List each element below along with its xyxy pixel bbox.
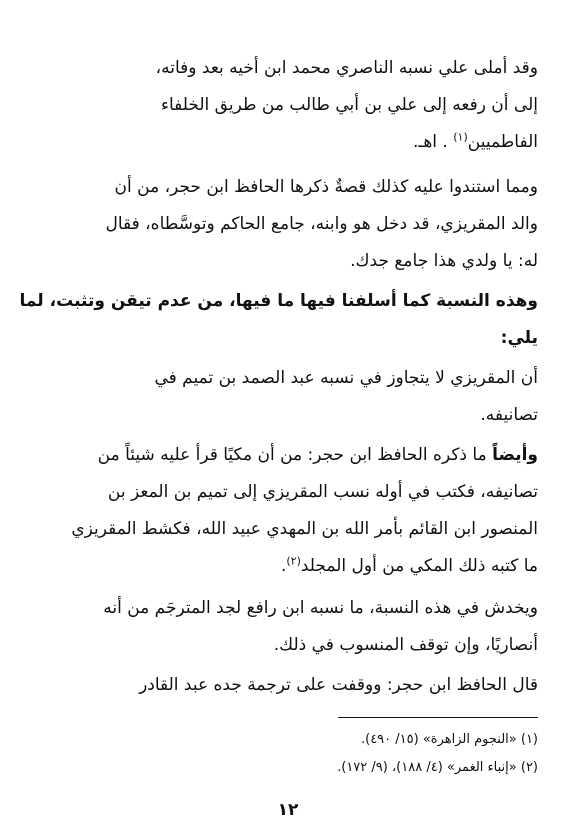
text-line: والد المقريزي، قد دخل هو وابنه، جامع الحاكم وتوسَّطاه، فقال <box>105 214 538 234</box>
text-line: ويخدش في هذه النسبة، ما نسبه ابن رافع لجد المترجَم من أنه <box>103 598 538 618</box>
text-line: يلي: <box>500 328 538 348</box>
footnotes <box>38 726 538 782</box>
footnote-divider <box>338 717 538 718</box>
text-line: إلى أن رفعه إلى علي بن أبي طالب من طريق الخلفاء <box>160 95 538 115</box>
paragraph-hafiz-story <box>38 169 538 280</box>
text-line: أنصاريًا، وإن توقف المنسوب في ذلك. <box>273 635 538 655</box>
text-fragment: ما ذكره الحافظ ابن حجر: من أن مكيًا قرأ عليه شيئاً من <box>97 445 493 465</box>
text-line: تصانيفه. <box>480 405 538 425</box>
text-fragment: ما كتبه ذلك المكي من أول المجلد <box>300 556 538 576</box>
text-line <box>38 124 538 161</box>
text-line: تصانيفه، فكتب في أوله نسب المقريزي إلى تميم بن المعز بن <box>107 482 538 502</box>
text-line <box>38 548 538 585</box>
text-line: المنصور ابن القائم بأمر الله بن المهدي عبيد الله، فكشط المقريزي <box>71 519 538 539</box>
paragraph-point-two <box>38 437 538 585</box>
paragraph-ibn-rafi <box>38 590 538 664</box>
text-line: أن المقريزي لا يتجاوز في نسبه عبد الصمد بن تميم في <box>154 368 538 388</box>
text-line: قال الحافظ ابن حجر: ووقفت على ترجمة جده عبد القادر <box>139 675 538 695</box>
paragraph-lineage-doubt <box>19 283 538 357</box>
text-line: ومما استندوا عليه كذلك قصةٌ ذكرها الحافظ ابن حجر، من أن <box>114 177 538 197</box>
text-fragment: . اهـ. <box>412 132 448 152</box>
text-fragment: الفاطميين <box>467 132 538 152</box>
lead-word: وأيضاً <box>492 445 538 465</box>
text-fragment: . <box>280 556 287 576</box>
paragraph-lineage-dictation <box>38 50 538 161</box>
page-number: ١٢ <box>277 800 299 820</box>
footnote-1: (١) «النجوم الزاهرة» (١٥/ ٤٩٠). <box>360 732 538 747</box>
text-line: وهذه النسبة كما أسلفنا فيها ما فيها، من عدم تيقن وتثبت، لما <box>19 291 538 311</box>
text-line: وقد أملى علي نسبه الناصري محمد ابن أخيه بعد وفاته، <box>155 58 538 78</box>
footnote-2: (٢) «إنباء الغمر» (٤/ ١٨٨)، (٩/ ١٧٢). <box>337 760 538 775</box>
paragraph-point-one <box>38 360 538 434</box>
text-line: له: يا ولدي هذا جامع جدك. <box>350 251 538 271</box>
footnote-reference-2: (٢) <box>286 554 301 568</box>
text-line <box>38 437 538 474</box>
footnote-reference-1: (١) <box>453 130 468 144</box>
paragraph-grandfather-biography <box>38 667 538 704</box>
